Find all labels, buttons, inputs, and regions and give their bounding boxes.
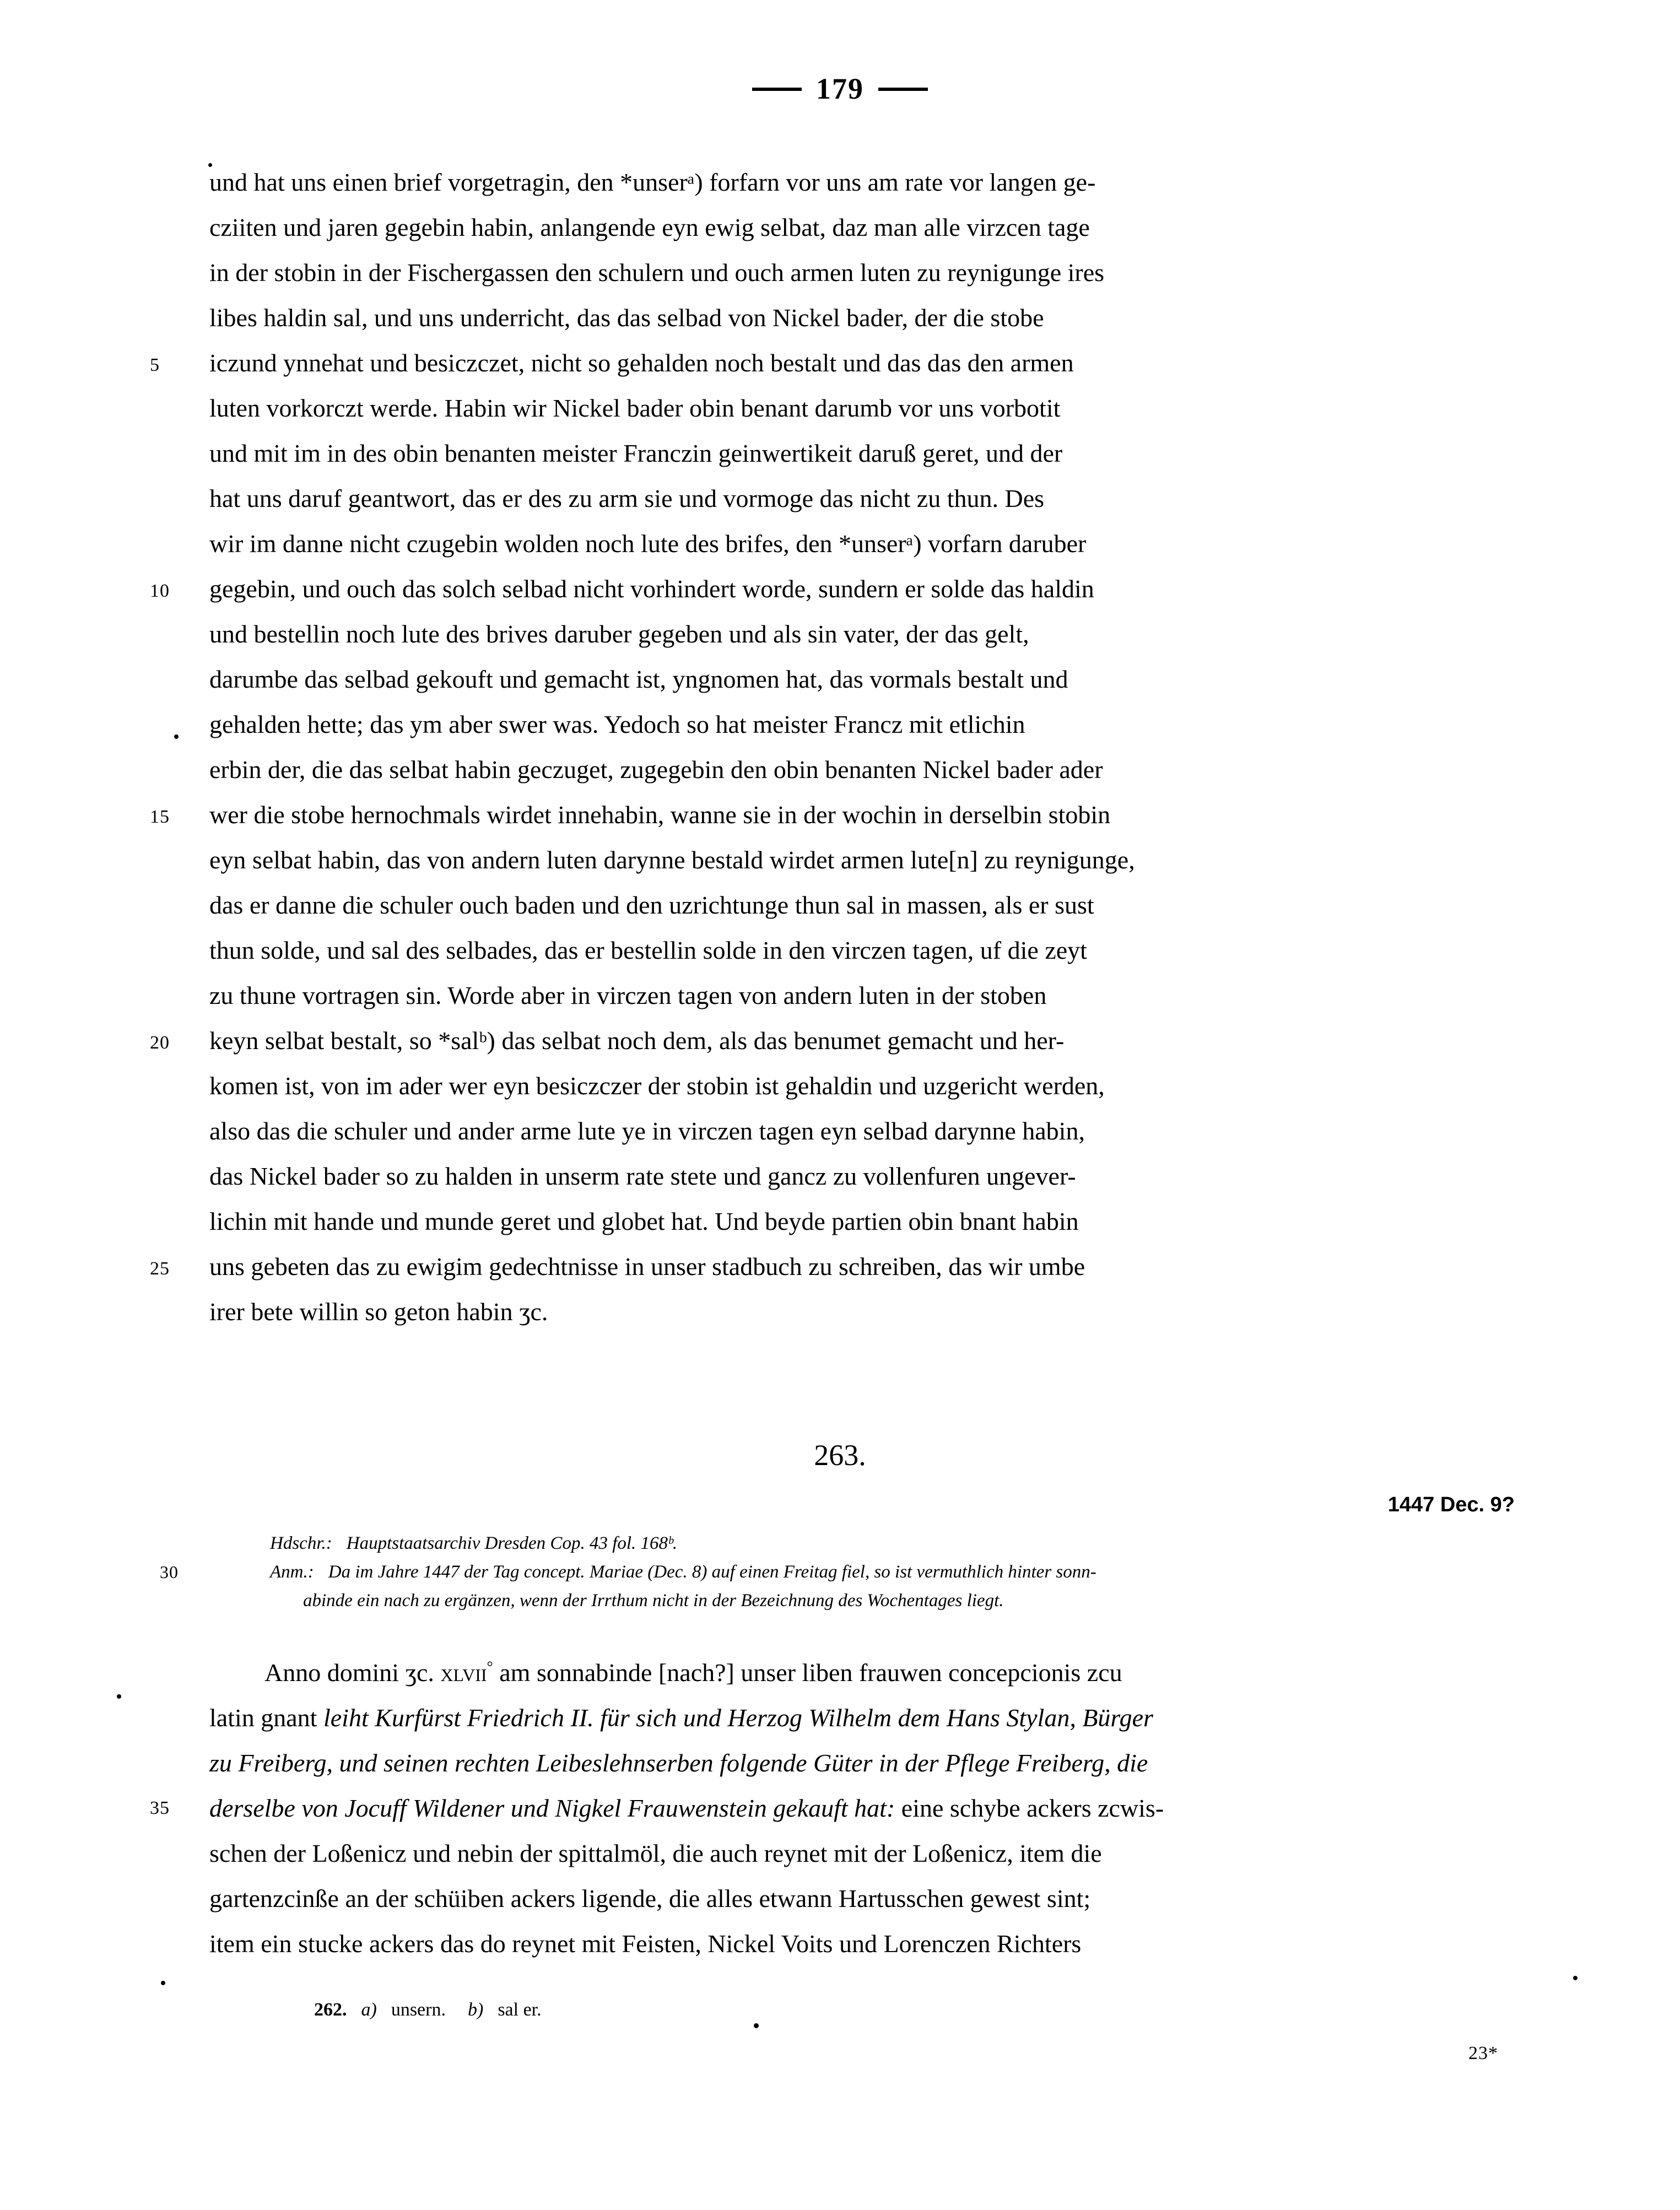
regest-segment-italic: zu Freiberg, und seinen rechten Leibeslehnserben folgende Güter in der Pflege Freiberg, die — [209, 1749, 1148, 1777]
text-line — [209, 1289, 1515, 1334]
manuscript-label: Hdschr.: — [270, 1533, 332, 1553]
scan-speck — [117, 1694, 121, 1699]
signature-mark: 23* — [1468, 2043, 1498, 2063]
text-line-content: libes haldin sal, und uns underricht, das das selbad von Nickel bader, der die stobe — [209, 304, 1044, 332]
charter-text-block — [150, 160, 1515, 1334]
text-line-content: uns gebeten das zu ewigim gedechtnisse in unser stadbuch zu schreiben, das wir umbe — [209, 1252, 1085, 1280]
annotation-line-continued — [270, 1586, 1515, 1615]
text-line-content: luten vorkorczt werde. Habin wir Nickel bader obin benant darumb vor uns vorbotit — [209, 394, 1061, 422]
text-line-content: eyn selbat habin, das von andern luten darynne bestald wirdet armen lute[n] zu reynigunge, — [209, 846, 1135, 874]
footnote-entry-number: 262. — [314, 2000, 347, 2020]
text-line — [150, 566, 1515, 612]
text-line — [209, 883, 1515, 928]
margin-line-number-30: 30 — [160, 1562, 179, 1582]
annotation-text-first: Da im Jahre 1447 der Tag concept. Mariae (Dec. 8) auf einen Freitag fiel, so ist vermuthlich hinter sonn- — [328, 1562, 1096, 1582]
scan-speck — [161, 1981, 165, 1985]
footnote-block — [314, 1997, 542, 2023]
text-line-content: darumbe das selbad gekouft und gemacht ist, yngnomen hat, das vormals bestalt und — [209, 665, 1068, 693]
margin-line-number-10: 10 — [150, 581, 170, 601]
regest-segment-roman: Anno domini ʒc. — [264, 1658, 441, 1687]
text-line-content: wer die stobe hernochmals wirdet innehabin, wanne sie in der wochin in derselbin stobin — [209, 801, 1111, 829]
regest-line — [209, 1695, 1515, 1741]
margin-line-number-25: 25 — [150, 1258, 170, 1279]
footnote-text-b: sal er. — [498, 2000, 542, 2020]
text-line-content: komen ist, von im ader wer eyn besiczczer der stobin ist gehaldin und uzgericht werden, — [209, 1072, 1105, 1100]
text-line — [209, 612, 1515, 657]
text-line — [209, 431, 1515, 476]
text-line-content: und mit im in des obin benanten meister Franczin geinwertikeit daruß geret, und der — [209, 439, 1063, 467]
text-line — [209, 973, 1515, 1018]
text-line-content: thun solde, und sal des selbades, das er bestellin solde in den virczen tagen, uf die zeyt — [209, 936, 1087, 964]
text-line — [209, 205, 1515, 250]
manuscript-source-line — [270, 1529, 1515, 1558]
regest-segment-roman: schen der Loßenicz und nebin der spittalmöl, die auch reynet mit der Loßenicz, item die — [209, 1839, 1102, 1867]
annotation-line — [160, 1558, 1515, 1586]
margin-line-number-5: 5 — [150, 355, 160, 375]
scan-speck — [754, 2023, 759, 2028]
text-line — [209, 386, 1515, 431]
regest-line — [150, 1786, 1515, 1831]
footnote-marker-b: b) — [467, 2000, 484, 2020]
text-line-content: das Nickel bader so zu halden in unserm rate stete und gancz zu vollenfuren ungever- — [209, 1162, 1076, 1190]
text-line-content: wir im danne nicht czugebin wolden noch lute des brifes, den *unserᵃ) vorfarn daruber — [209, 529, 1087, 558]
text-line — [209, 1199, 1515, 1244]
text-line — [209, 160, 1515, 205]
text-line — [209, 250, 1515, 295]
text-line-content: und hat uns einen brief vorgetragin, den *unserᵃ) forfarn vor uns am rate vor langen ge- — [209, 168, 1096, 196]
annotation-label: Anm.: — [270, 1562, 314, 1582]
text-line-content: gehalden hette; das ym aber swer was. Yedoch so hat meister Francz mit etlichin — [209, 710, 1025, 738]
regest-segment-roman: eine schybe ackers zcwis- — [895, 1794, 1164, 1822]
text-line-content: erbin der, die das selbat habin geczuget, zugegebin den obin benanten Nickel bader ader — [209, 755, 1103, 784]
charter-date: 1447 Dec. 9? — [1387, 1493, 1515, 1516]
regest-segment-superscript: ° — [487, 1658, 493, 1676]
text-line-content: keyn selbat bestalt, so *salᵇ) das selbat noch dem, als das benumet gemacht und her- — [209, 1026, 1065, 1055]
regest-segment-italic: derselbe von Jocuff Wildener und Nigkel Frauwenstein gekauft hat: — [209, 1794, 895, 1822]
scan-speck — [1573, 1976, 1578, 1980]
text-line — [209, 1109, 1515, 1154]
regest-segment-smallcaps: xlvii — [440, 1658, 487, 1687]
text-line — [209, 1154, 1515, 1199]
text-line-content: also das die schuler und ander arme lute ye in virczen tagen eyn selbad darynne habin, — [209, 1117, 1085, 1145]
regest-line — [209, 1741, 1515, 1786]
scan-speck — [174, 734, 179, 739]
text-line-content: in der stobin in der Fischergassen den schulern und ouch armen luten zu reynigunge ires — [209, 258, 1105, 287]
regest-line — [209, 1831, 1515, 1876]
scan-speck — [208, 163, 212, 167]
margin-line-number-15: 15 — [150, 807, 170, 827]
text-line — [209, 837, 1515, 883]
text-line-content: hat uns daruf geantwort, das er des zu arm sie und vormoge das nicht zu thun. Des — [209, 484, 1045, 512]
text-line-content: iczund ynnehat und besiczczet, nicht so gehalden noch bestalt und das das den armen — [209, 349, 1074, 377]
text-line — [209, 1063, 1515, 1109]
running-head — [0, 72, 1680, 106]
text-line-content: gegebin, und ouch das solch selbad nicht vorhindert worde, sundern er solde das haldin — [209, 575, 1094, 603]
regest-segment-roman: latin gnant — [209, 1704, 323, 1732]
footnote-marker-a: a) — [361, 2000, 377, 2020]
text-line — [209, 928, 1515, 973]
text-line — [209, 702, 1515, 747]
regest-block — [150, 1650, 1515, 1966]
text-line-content: und bestellin noch lute des brives daruber gegeben und als sin vater, der das gelt, — [209, 620, 1029, 648]
regest-line — [209, 1921, 1515, 1966]
text-line — [150, 1018, 1515, 1063]
regest-segment-italic: leiht Kurfürst Friedrich II. für sich und Herzog Wilhelm dem Hans Stylan, Bürger — [323, 1704, 1153, 1732]
text-line — [209, 657, 1515, 702]
regest-segment-roman-tail: am sonnabinde [nach?] unser liben frauwen concepcionis zcu — [493, 1658, 1122, 1687]
apparatus-block — [160, 1529, 1515, 1615]
text-line-content: zu thune vortragen sin. Worde aber in virczen tagen von andern luten in der stoben — [209, 981, 1047, 1009]
text-line — [209, 295, 1515, 341]
regest-line — [209, 1876, 1515, 1921]
regest-line — [209, 1650, 1515, 1695]
text-line — [209, 747, 1515, 792]
text-line — [150, 1244, 1515, 1289]
section-number: 263. — [814, 1439, 866, 1472]
text-line — [209, 521, 1515, 566]
text-line — [150, 792, 1515, 837]
footnote-text-a: unsern. — [391, 2000, 446, 2020]
manuscript-text: Hauptstaatsarchiv Dresden Cop. 43 fol. 168ᵇ. — [346, 1533, 678, 1553]
head-rule-left — [752, 88, 802, 91]
text-line — [150, 341, 1515, 386]
head-rule-right — [878, 88, 928, 91]
text-line-content: cziiten und jaren gegebin habin, anlangende eyn ewig selbat, daz man alle virzcen tage — [209, 213, 1090, 241]
margin-line-number-20: 20 — [150, 1033, 170, 1053]
margin-line-number-35: 35 — [150, 1798, 170, 1818]
regest-segment-roman: item ein stucke ackers das do reynet mit Feisten, Nickel Voits und Lorenczen Richters — [209, 1930, 1082, 1958]
page-number: 179 — [816, 72, 864, 105]
text-line-content: das er danne die schuler ouch baden und den uzrichtunge thun sal in massen, als er sust — [209, 891, 1094, 919]
text-line-content: lichin mit hande und munde geret und globet hat. Und beyde partien obin bnant habin — [209, 1207, 1079, 1235]
regest-segment-roman: gartenzcinße an der schüiben ackers ligende, die alles etwann Hartusschen gewest sint; — [209, 1884, 1091, 1912]
text-line-content: irer bete willin so geton habin ʒc. — [209, 1298, 548, 1326]
text-line — [209, 476, 1515, 521]
annotation-text-second: abinde ein nach zu ergänzen, wenn der Irrthum nicht in der Bezeichnung des Wochentages liegt. — [303, 1591, 1004, 1611]
